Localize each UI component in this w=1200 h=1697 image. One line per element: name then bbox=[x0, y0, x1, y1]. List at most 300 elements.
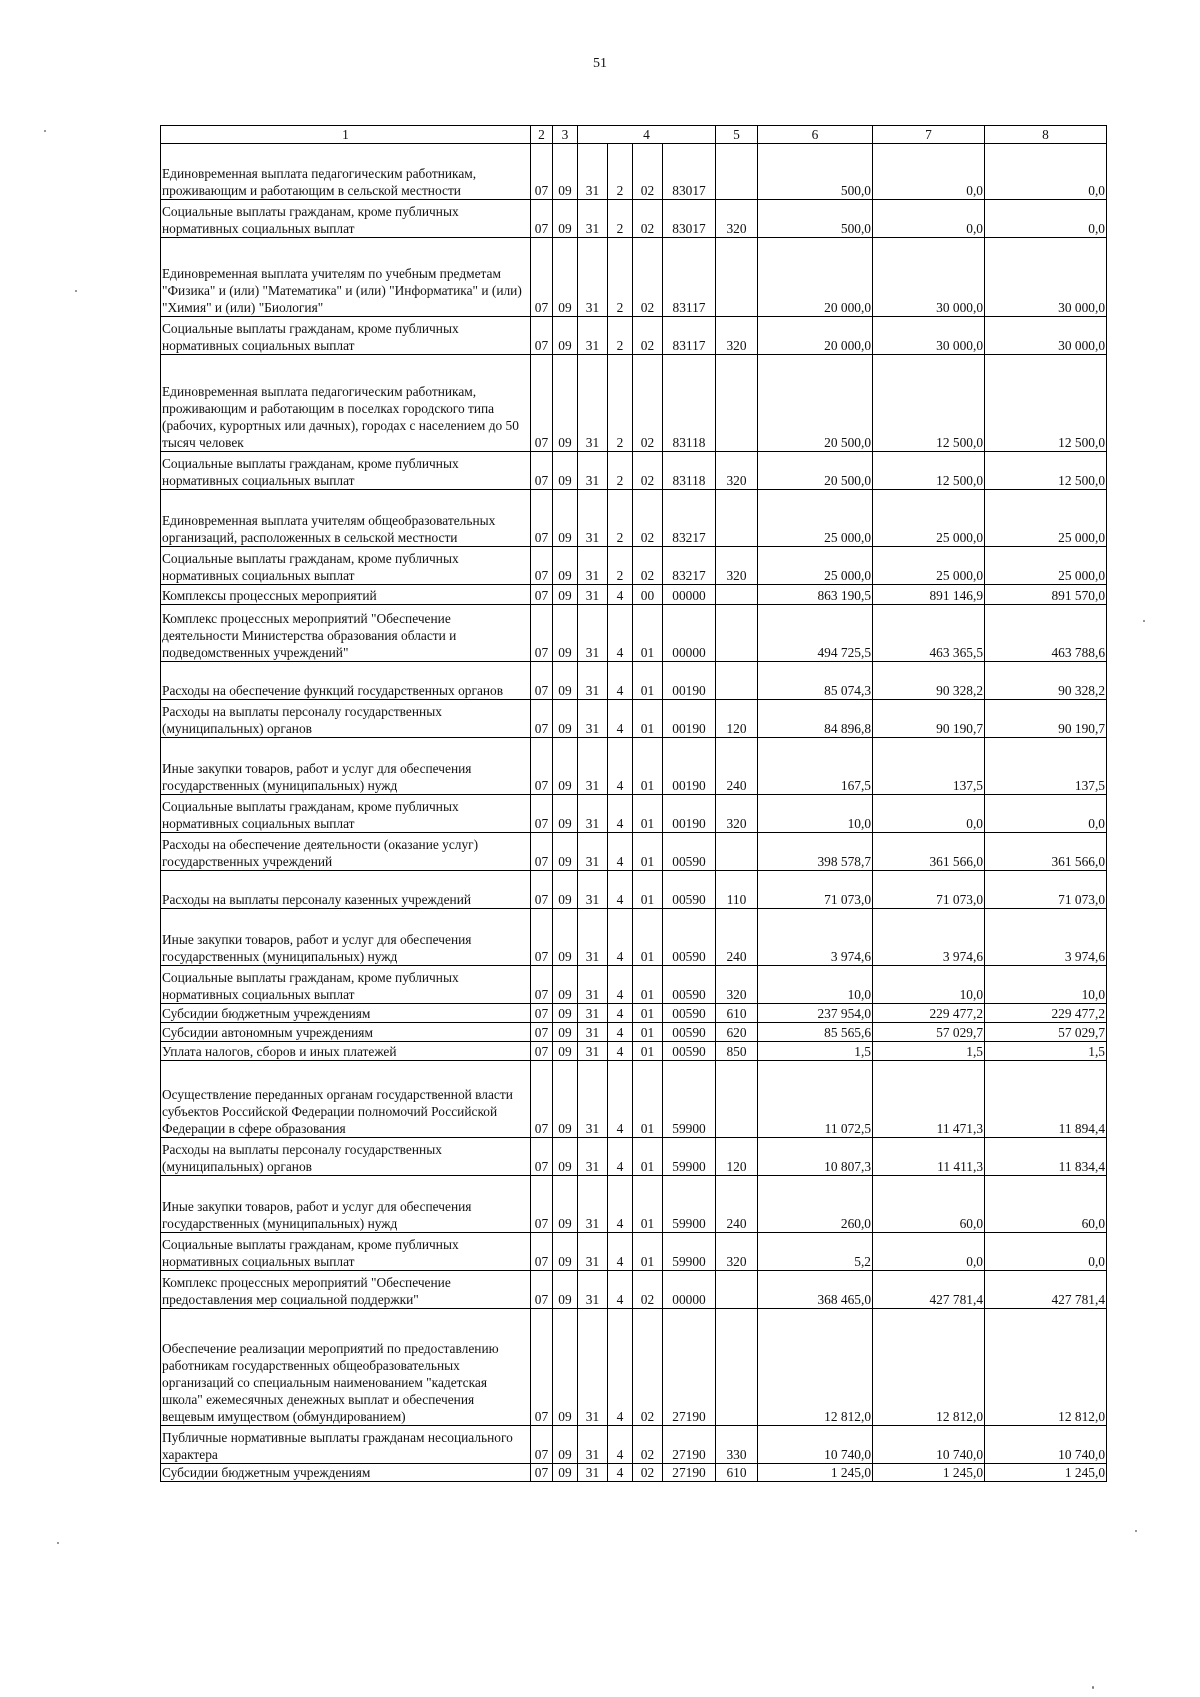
subprogram-code: 4 bbox=[608, 1004, 633, 1023]
expense-type-code bbox=[716, 585, 758, 605]
row-description: Субсидии бюджетным учреждениям bbox=[161, 1004, 531, 1023]
subprogram-code: 4 bbox=[608, 1176, 633, 1233]
table-row bbox=[161, 605, 1107, 662]
amount-col7: 11 411,3 bbox=[873, 1138, 985, 1176]
measure-code: 01 bbox=[633, 1023, 663, 1042]
measure-code: 02 bbox=[633, 547, 663, 585]
col2-code: 07 bbox=[531, 795, 553, 833]
subprogram-code: 4 bbox=[608, 1309, 633, 1426]
table-row bbox=[161, 144, 1107, 200]
expense-type-code bbox=[716, 144, 758, 200]
program-code: 31 bbox=[578, 795, 608, 833]
direction-code: 83017 bbox=[663, 144, 716, 200]
table-row bbox=[161, 1176, 1107, 1233]
col2-code: 07 bbox=[531, 317, 553, 355]
program-code: 31 bbox=[578, 1138, 608, 1176]
program-code: 31 bbox=[578, 452, 608, 490]
col2-code: 07 bbox=[531, 200, 553, 238]
amount-col7: 90 328,2 bbox=[873, 662, 985, 700]
row-description: Социальные выплаты гражданам, кроме публичных нормативных социальных выплат bbox=[161, 452, 531, 490]
direction-code: 27190 bbox=[663, 1426, 716, 1464]
expense-type-code: 120 bbox=[716, 1138, 758, 1176]
col2-code: 07 bbox=[531, 700, 553, 738]
header-col-4: 4 bbox=[578, 126, 716, 144]
row-description: Социальные выплаты гражданам, кроме публичных нормативных социальных выплат bbox=[161, 547, 531, 585]
subprogram-code: 4 bbox=[608, 966, 633, 1004]
table-row bbox=[161, 700, 1107, 738]
amount-col6: 3 974,6 bbox=[758, 909, 873, 966]
col2-code: 07 bbox=[531, 909, 553, 966]
amount-col8: 57 029,7 bbox=[985, 1023, 1107, 1042]
table-row bbox=[161, 1426, 1107, 1464]
program-code: 31 bbox=[578, 871, 608, 909]
table-row bbox=[161, 909, 1107, 966]
table-row bbox=[161, 1271, 1107, 1309]
measure-code: 01 bbox=[633, 1004, 663, 1023]
amount-col6: 20 500,0 bbox=[758, 355, 873, 452]
table-row bbox=[161, 1061, 1107, 1138]
scan-speck bbox=[1092, 1686, 1094, 1689]
expense-type-code: 240 bbox=[716, 738, 758, 795]
amount-col7: 427 781,4 bbox=[873, 1271, 985, 1309]
program-code: 31 bbox=[578, 605, 608, 662]
col2-code: 07 bbox=[531, 1042, 553, 1061]
measure-code: 02 bbox=[633, 200, 663, 238]
program-code: 31 bbox=[578, 1309, 608, 1426]
direction-code: 83217 bbox=[663, 490, 716, 547]
table-row bbox=[161, 317, 1107, 355]
direction-code: 59900 bbox=[663, 1061, 716, 1138]
direction-code: 00000 bbox=[663, 605, 716, 662]
program-code: 31 bbox=[578, 1233, 608, 1271]
measure-code: 01 bbox=[633, 795, 663, 833]
subprogram-code: 4 bbox=[608, 1042, 633, 1061]
program-code: 31 bbox=[578, 700, 608, 738]
amount-col6: 398 578,7 bbox=[758, 833, 873, 871]
row-description: Социальные выплаты гражданам, кроме публичных нормативных социальных выплат bbox=[161, 966, 531, 1004]
amount-col6: 1,5 bbox=[758, 1042, 873, 1061]
program-code: 31 bbox=[578, 833, 608, 871]
program-code: 31 bbox=[578, 317, 608, 355]
header-col-5: 5 bbox=[716, 126, 758, 144]
row-description: Комплекс процессных мероприятий "Обеспечение предоставления мер социальной поддержки" bbox=[161, 1271, 531, 1309]
amount-col8: 0,0 bbox=[985, 144, 1107, 200]
amount-col8: 229 477,2 bbox=[985, 1004, 1107, 1023]
amount-col8: 361 566,0 bbox=[985, 833, 1107, 871]
expense-type-code: 320 bbox=[716, 317, 758, 355]
col3-code: 09 bbox=[553, 585, 578, 605]
program-code: 31 bbox=[578, 909, 608, 966]
program-code: 31 bbox=[578, 966, 608, 1004]
amount-col6: 5,2 bbox=[758, 1233, 873, 1271]
col3-code: 09 bbox=[553, 1004, 578, 1023]
subprogram-code: 4 bbox=[608, 662, 633, 700]
table-row bbox=[161, 585, 1107, 605]
direction-code: 83217 bbox=[663, 547, 716, 585]
direction-code: 00590 bbox=[663, 833, 716, 871]
direction-code: 00190 bbox=[663, 662, 716, 700]
expense-type-code bbox=[716, 662, 758, 700]
program-code: 31 bbox=[578, 238, 608, 317]
amount-col7: 361 566,0 bbox=[873, 833, 985, 871]
subprogram-code: 4 bbox=[608, 1138, 633, 1176]
direction-code: 00590 bbox=[663, 909, 716, 966]
direction-code: 00590 bbox=[663, 1042, 716, 1061]
amount-col8: 11 834,4 bbox=[985, 1138, 1107, 1176]
expense-type-code bbox=[716, 238, 758, 317]
scan-speck bbox=[75, 290, 77, 292]
amount-col6: 368 465,0 bbox=[758, 1271, 873, 1309]
expense-type-code: 610 bbox=[716, 1464, 758, 1482]
subprogram-code: 4 bbox=[608, 1271, 633, 1309]
amount-col6: 20 000,0 bbox=[758, 317, 873, 355]
expense-type-code bbox=[716, 490, 758, 547]
amount-col6: 10 807,3 bbox=[758, 1138, 873, 1176]
expense-type-code bbox=[716, 833, 758, 871]
expense-type-code: 320 bbox=[716, 1233, 758, 1271]
amount-col6: 84 896,8 bbox=[758, 700, 873, 738]
expense-type-code bbox=[716, 1061, 758, 1138]
amount-col8: 10 740,0 bbox=[985, 1426, 1107, 1464]
direction-code: 83118 bbox=[663, 452, 716, 490]
program-code: 31 bbox=[578, 738, 608, 795]
subprogram-code: 4 bbox=[608, 700, 633, 738]
amount-col7: 60,0 bbox=[873, 1176, 985, 1233]
measure-code: 02 bbox=[633, 355, 663, 452]
amount-col6: 500,0 bbox=[758, 144, 873, 200]
measure-code: 00 bbox=[633, 585, 663, 605]
amount-col8: 11 894,4 bbox=[985, 1061, 1107, 1138]
amount-col7: 0,0 bbox=[873, 795, 985, 833]
col2-code: 07 bbox=[531, 1061, 553, 1138]
direction-code: 00190 bbox=[663, 700, 716, 738]
col2-code: 07 bbox=[531, 605, 553, 662]
direction-code: 00590 bbox=[663, 1004, 716, 1023]
measure-code: 02 bbox=[633, 452, 663, 490]
amount-col7: 11 471,3 bbox=[873, 1061, 985, 1138]
row-description: Субсидии бюджетным учреждениям bbox=[161, 1464, 531, 1482]
subprogram-code: 4 bbox=[608, 833, 633, 871]
subprogram-code: 4 bbox=[608, 909, 633, 966]
scan-speck bbox=[57, 1542, 59, 1544]
expense-type-code: 320 bbox=[716, 966, 758, 1004]
row-description: Единовременная выплата педагогическим работникам, проживающим и работающим в поселках городского типа (рабочих, курортных или дачных), городах с населением до 50 тысяч человек bbox=[161, 355, 531, 452]
amount-col6: 25 000,0 bbox=[758, 547, 873, 585]
subprogram-code: 2 bbox=[608, 317, 633, 355]
amount-col8: 891 570,0 bbox=[985, 585, 1107, 605]
amount-col6: 494 725,5 bbox=[758, 605, 873, 662]
direction-code: 00590 bbox=[663, 1023, 716, 1042]
expense-type-code: 320 bbox=[716, 547, 758, 585]
measure-code: 01 bbox=[633, 966, 663, 1004]
col2-code: 07 bbox=[531, 144, 553, 200]
col2-code: 07 bbox=[531, 355, 553, 452]
scan-speck bbox=[1135, 1530, 1137, 1532]
amount-col8: 137,5 bbox=[985, 738, 1107, 795]
amount-col6: 12 812,0 bbox=[758, 1309, 873, 1426]
row-description: Осуществление переданных органам государственной власти субъектов Российской Федерации полномочий Российской Федерации в сфере образования bbox=[161, 1061, 531, 1138]
amount-col7: 12 500,0 bbox=[873, 452, 985, 490]
table-row bbox=[161, 1042, 1107, 1061]
amount-col7: 463 365,5 bbox=[873, 605, 985, 662]
expense-type-code: 320 bbox=[716, 452, 758, 490]
expense-type-code: 240 bbox=[716, 1176, 758, 1233]
expense-type-code: 850 bbox=[716, 1042, 758, 1061]
col2-code: 07 bbox=[531, 1233, 553, 1271]
measure-code: 01 bbox=[633, 1042, 663, 1061]
row-description: Социальные выплаты гражданам, кроме публичных нормативных социальных выплат bbox=[161, 795, 531, 833]
expense-type-code: 120 bbox=[716, 700, 758, 738]
row-description: Социальные выплаты гражданам, кроме публичных нормативных социальных выплат bbox=[161, 317, 531, 355]
amount-col8: 0,0 bbox=[985, 1233, 1107, 1271]
measure-code: 01 bbox=[633, 662, 663, 700]
amount-col7: 12 500,0 bbox=[873, 355, 985, 452]
amount-col7: 229 477,2 bbox=[873, 1004, 985, 1023]
col3-code: 09 bbox=[553, 238, 578, 317]
col2-code: 07 bbox=[531, 1138, 553, 1176]
col3-code: 09 bbox=[553, 1042, 578, 1061]
col2-code: 07 bbox=[531, 490, 553, 547]
page-number: 51 bbox=[593, 56, 607, 71]
subprogram-code: 4 bbox=[608, 585, 633, 605]
col2-code: 07 bbox=[531, 1004, 553, 1023]
table-row bbox=[161, 238, 1107, 317]
direction-code: 83117 bbox=[663, 238, 716, 317]
direction-code: 83118 bbox=[663, 355, 716, 452]
amount-col6: 20 000,0 bbox=[758, 238, 873, 317]
col3-code: 09 bbox=[553, 1271, 578, 1309]
subprogram-code: 2 bbox=[608, 490, 633, 547]
program-code: 31 bbox=[578, 1061, 608, 1138]
table-row bbox=[161, 547, 1107, 585]
row-description: Единовременная выплата учителям по учебным предметам "Физика" и (или) "Математика" и (или) "Информатика" и (или) "Химия" и (или) "Биология" bbox=[161, 238, 531, 317]
subprogram-code: 2 bbox=[608, 547, 633, 585]
program-code: 31 bbox=[578, 1004, 608, 1023]
col3-code: 09 bbox=[553, 1023, 578, 1042]
table-row bbox=[161, 452, 1107, 490]
table-header-row bbox=[161, 126, 1107, 144]
direction-code: 00000 bbox=[663, 585, 716, 605]
amount-col8: 12 500,0 bbox=[985, 452, 1107, 490]
program-code: 31 bbox=[578, 1271, 608, 1309]
col2-code: 07 bbox=[531, 662, 553, 700]
amount-col7: 25 000,0 bbox=[873, 490, 985, 547]
program-code: 31 bbox=[578, 1042, 608, 1061]
table-row bbox=[161, 1004, 1107, 1023]
amount-col7: 10,0 bbox=[873, 966, 985, 1004]
header-col-1: 1 bbox=[161, 126, 531, 144]
col3-code: 09 bbox=[553, 871, 578, 909]
program-code: 31 bbox=[578, 585, 608, 605]
amount-col7: 0,0 bbox=[873, 144, 985, 200]
measure-code: 01 bbox=[633, 1233, 663, 1271]
direction-code: 27190 bbox=[663, 1309, 716, 1426]
expense-type-code: 320 bbox=[716, 200, 758, 238]
col3-code: 09 bbox=[553, 452, 578, 490]
amount-col8: 90 328,2 bbox=[985, 662, 1107, 700]
amount-col6: 11 072,5 bbox=[758, 1061, 873, 1138]
expense-type-code: 620 bbox=[716, 1023, 758, 1042]
row-description: Уплата налогов, сборов и иных платежей bbox=[161, 1042, 531, 1061]
amount-col8: 90 190,7 bbox=[985, 700, 1107, 738]
col3-code: 09 bbox=[553, 1426, 578, 1464]
measure-code: 01 bbox=[633, 738, 663, 795]
subprogram-code: 4 bbox=[608, 1464, 633, 1482]
table-row bbox=[161, 490, 1107, 547]
col3-code: 09 bbox=[553, 605, 578, 662]
row-description: Социальные выплаты гражданам, кроме публичных нормативных социальных выплат bbox=[161, 1233, 531, 1271]
amount-col7: 12 812,0 bbox=[873, 1309, 985, 1426]
expense-type-code bbox=[716, 605, 758, 662]
direction-code: 83117 bbox=[663, 317, 716, 355]
amount-col6: 237 954,0 bbox=[758, 1004, 873, 1023]
row-description: Расходы на выплаты персоналу казенных учреждений bbox=[161, 871, 531, 909]
amount-col6: 500,0 bbox=[758, 200, 873, 238]
subprogram-code: 4 bbox=[608, 871, 633, 909]
header-col-8: 8 bbox=[985, 126, 1107, 144]
col3-code: 09 bbox=[553, 1464, 578, 1482]
program-code: 31 bbox=[578, 355, 608, 452]
col2-code: 07 bbox=[531, 871, 553, 909]
subprogram-code: 2 bbox=[608, 238, 633, 317]
measure-code: 01 bbox=[633, 1061, 663, 1138]
row-description: Субсидии автономным учреждениям bbox=[161, 1023, 531, 1042]
header-col-7: 7 bbox=[873, 126, 985, 144]
col2-code: 07 bbox=[531, 238, 553, 317]
row-description: Комплексы процессных мероприятий bbox=[161, 585, 531, 605]
amount-col6: 863 190,5 bbox=[758, 585, 873, 605]
measure-code: 01 bbox=[633, 1138, 663, 1176]
measure-code: 01 bbox=[633, 833, 663, 871]
measure-code: 02 bbox=[633, 490, 663, 547]
amount-col8: 427 781,4 bbox=[985, 1271, 1107, 1309]
subprogram-code: 2 bbox=[608, 144, 633, 200]
amount-col6: 85 565,6 bbox=[758, 1023, 873, 1042]
measure-code: 02 bbox=[633, 1426, 663, 1464]
amount-col8: 12 812,0 bbox=[985, 1309, 1107, 1426]
measure-code: 02 bbox=[633, 238, 663, 317]
amount-col7: 3 974,6 bbox=[873, 909, 985, 966]
table-row bbox=[161, 1138, 1107, 1176]
program-code: 31 bbox=[578, 1176, 608, 1233]
amount-col8: 3 974,6 bbox=[985, 909, 1107, 966]
measure-code: 01 bbox=[633, 909, 663, 966]
row-description: Расходы на обеспечение функций государственных органов bbox=[161, 662, 531, 700]
amount-col7: 90 190,7 bbox=[873, 700, 985, 738]
col3-code: 09 bbox=[553, 317, 578, 355]
table-row bbox=[161, 871, 1107, 909]
program-code: 31 bbox=[578, 1464, 608, 1482]
table-row bbox=[161, 738, 1107, 795]
direction-code: 59900 bbox=[663, 1233, 716, 1271]
row-description: Расходы на выплаты персоналу государственных (муниципальных) органов bbox=[161, 1138, 531, 1176]
direction-code: 27190 bbox=[663, 1464, 716, 1482]
col2-code: 07 bbox=[531, 1176, 553, 1233]
expense-type-code bbox=[716, 1271, 758, 1309]
program-code: 31 bbox=[578, 547, 608, 585]
amount-col8: 1 245,0 bbox=[985, 1464, 1107, 1482]
row-description: Иные закупки товаров, работ и услуг для обеспечения государственных (муниципальных) нужд bbox=[161, 738, 531, 795]
measure-code: 02 bbox=[633, 144, 663, 200]
table-row bbox=[161, 1023, 1107, 1042]
amount-col6: 10 740,0 bbox=[758, 1426, 873, 1464]
table-row bbox=[161, 355, 1107, 452]
col2-code: 07 bbox=[531, 738, 553, 795]
amount-col7: 30 000,0 bbox=[873, 238, 985, 317]
col3-code: 09 bbox=[553, 662, 578, 700]
col3-code: 09 bbox=[553, 1138, 578, 1176]
col3-code: 09 bbox=[553, 1061, 578, 1138]
subprogram-code: 2 bbox=[608, 452, 633, 490]
amount-col7: 25 000,0 bbox=[873, 547, 985, 585]
table-row bbox=[161, 966, 1107, 1004]
col2-code: 07 bbox=[531, 585, 553, 605]
amount-col7: 71 073,0 bbox=[873, 871, 985, 909]
amount-col8: 463 788,6 bbox=[985, 605, 1107, 662]
direction-code: 83017 bbox=[663, 200, 716, 238]
amount-col6: 20 500,0 bbox=[758, 452, 873, 490]
amount-col8: 30 000,0 bbox=[985, 317, 1107, 355]
measure-code: 01 bbox=[633, 605, 663, 662]
amount-col7: 891 146,9 bbox=[873, 585, 985, 605]
amount-col7: 0,0 bbox=[873, 1233, 985, 1271]
col3-code: 09 bbox=[553, 200, 578, 238]
table-row bbox=[161, 833, 1107, 871]
row-description: Иные закупки товаров, работ и услуг для обеспечения государственных (муниципальных) нужд bbox=[161, 1176, 531, 1233]
expense-type-code bbox=[716, 355, 758, 452]
direction-code: 00000 bbox=[663, 1271, 716, 1309]
col3-code: 09 bbox=[553, 909, 578, 966]
subprogram-code: 4 bbox=[608, 795, 633, 833]
table-row bbox=[161, 662, 1107, 700]
col2-code: 07 bbox=[531, 1271, 553, 1309]
measure-code: 02 bbox=[633, 1271, 663, 1309]
amount-col7: 30 000,0 bbox=[873, 317, 985, 355]
amount-col6: 71 073,0 bbox=[758, 871, 873, 909]
subprogram-code: 4 bbox=[608, 738, 633, 795]
row-description: Расходы на выплаты персоналу государственных (муниципальных) органов bbox=[161, 700, 531, 738]
direction-code: 00590 bbox=[663, 871, 716, 909]
header-col-3: 3 bbox=[553, 126, 578, 144]
measure-code: 02 bbox=[633, 1464, 663, 1482]
amount-col6: 10,0 bbox=[758, 966, 873, 1004]
amount-col8: 1,5 bbox=[985, 1042, 1107, 1061]
expense-type-code: 330 bbox=[716, 1426, 758, 1464]
col3-code: 09 bbox=[553, 490, 578, 547]
program-code: 31 bbox=[578, 1426, 608, 1464]
scan-speck bbox=[1143, 620, 1145, 622]
program-code: 31 bbox=[578, 662, 608, 700]
subprogram-code: 4 bbox=[608, 605, 633, 662]
amount-col6: 85 074,3 bbox=[758, 662, 873, 700]
header-col-2: 2 bbox=[531, 126, 553, 144]
amount-col8: 60,0 bbox=[985, 1176, 1107, 1233]
col3-code: 09 bbox=[553, 795, 578, 833]
direction-code: 00590 bbox=[663, 966, 716, 1004]
expense-type-code: 110 bbox=[716, 871, 758, 909]
amount-col7: 10 740,0 bbox=[873, 1426, 985, 1464]
measure-code: 01 bbox=[633, 1176, 663, 1233]
amount-col8: 71 073,0 bbox=[985, 871, 1107, 909]
subprogram-code: 2 bbox=[608, 200, 633, 238]
col2-code: 07 bbox=[531, 833, 553, 871]
col2-code: 07 bbox=[531, 547, 553, 585]
expense-type-code bbox=[716, 1309, 758, 1426]
direction-code: 59900 bbox=[663, 1138, 716, 1176]
row-description: Комплекс процессных мероприятий "Обеспечение деятельности Министерства образования области и подведомственных учреждений" bbox=[161, 605, 531, 662]
amount-col6: 25 000,0 bbox=[758, 490, 873, 547]
amount-col8: 25 000,0 bbox=[985, 547, 1107, 585]
